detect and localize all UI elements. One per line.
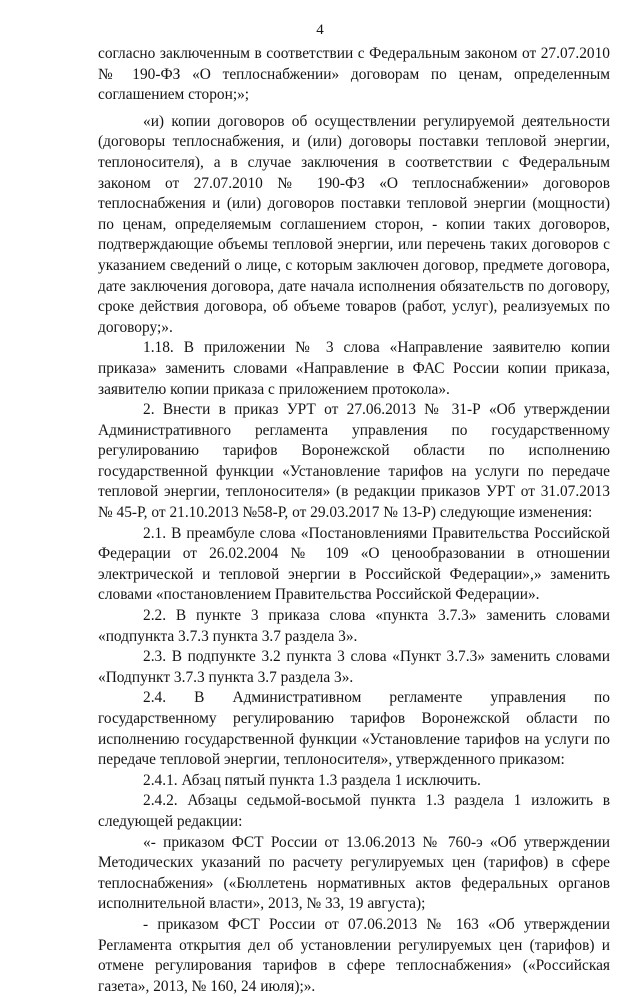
paragraph-2-4-1: 2.4.1. Абзац пятый пункта 1.3 раздела 1 исключить. [143, 771, 481, 789]
page-number: 4 [316, 22, 324, 38]
paragraph-continuation: согласно заключенным в соответствии с Федеральным законом от 27.07.2010 № 190-ФЗ «О теплоснабжении» договорам по ценам, определенным соглашением сторон;»; [98, 45, 610, 104]
paragraph-2-2: 2.2. В пункте 3 приказа слова «пункта 3.7.3» заменить словами «подпункта 3.7.3 пункта 3.7 раздела 3». [98, 607, 610, 645]
paragraph-item-i: «и) копии договоров об осуществлении регулируемой деятельности (договоры теплоснабжения, и (или) договоры поставки тепловой энергии, теплоносителя), а в случае заключения в соответствии с Федеральным законом от 27.07.2010 № 190-ФЗ «О теплоснабжении» договоров теплоснабжения и (или) договоров поставки тепловой энергии (мощности) по ценам, определяемым соглашением сторон, - копии таких договоров, подтверждающие объемы тепловой энергии, или перечень таких договоров с указанием сведений о лице, с которым заключен договор, предмете договора, дате заключения договора, дате начала исполнения обязательств по договору, сроке действия договора, об объеме товаров (работ, услуг), реализуемых по договору;». [98, 112, 610, 336]
paragraph-2-4-2: 2.4.2. Абзацы седьмой-восьмой пункта 1.3 раздела 1 изложить в следующей редакции: [98, 792, 610, 830]
paragraph-quote-fst-760: «- приказом ФСТ России от 13.06.2013 № 760-э «Об утверждении Методических указаний по расчету регулируемых цен (тарифов) в сфере теплоснабжения» («Бюллетень нормативных актов федеральных органов исполнительной власти», 2013, № 33, 19 августа); [98, 833, 610, 913]
paragraph-2: 2. Внести в приказ УРТ от 27.06.2013 № 31-Р «Об утверждении Административного регламента управления по государственному регулированию тарифов Воронежской области по исполнению государственной функции «Установление тарифов на услуги по передаче тепловой энергии, теплоносителя» (в редакции приказов УРТ от 31.07.2013 № 45-Р, от 21.10.2013 №58-Р, от 29.03.2017 № 13-Р) следующие изменения: [98, 401, 610, 522]
paragraph-quote-fst-163: - приказом ФСТ России от 07.06.2013 № 163 «Об утверждении Регламента открытия дел об установлении регулируемых цен (тарифов) и отмене регулирования тарифов в сфере теплоснабжения» («Российская газета», 2013, № 160, 24 июля);». [98, 915, 610, 995]
document-body [98, 44, 610, 997]
paragraph-2-3: 2.3. В подпункте 3.2 пункта 3 слова «Пункт 3.7.3» заменить словами «Подпункт 3.7.3 пункта 3.7 раздела 3». [98, 648, 610, 686]
paragraph-2-1: 2.1. В преамбуле слова «Постановлениями Правительства Российской Федерации от 26.02.2004 № 109 «О ценообразовании в отношении электрической и тепловой энергии в Российской Федерации»,» заменить словами «постановлением Правительства Российской Федерации». [98, 524, 610, 604]
paragraph-1-18: 1.18. В приложении № 3 слова «Направление заявителю копии приказа» заменить словами «Направление в ФАС России копии приказа, заявителю копии приказа с приложением протокола». [98, 339, 610, 398]
paragraph-2-4: 2.4. В Административном регламенте управления по государственному регулированию тарифов Воронежской области по исполнению государственной функции «Установление тарифов на услуги по передаче тепловой энергии, теплоносителя», утвержденного приказом: [98, 689, 610, 769]
